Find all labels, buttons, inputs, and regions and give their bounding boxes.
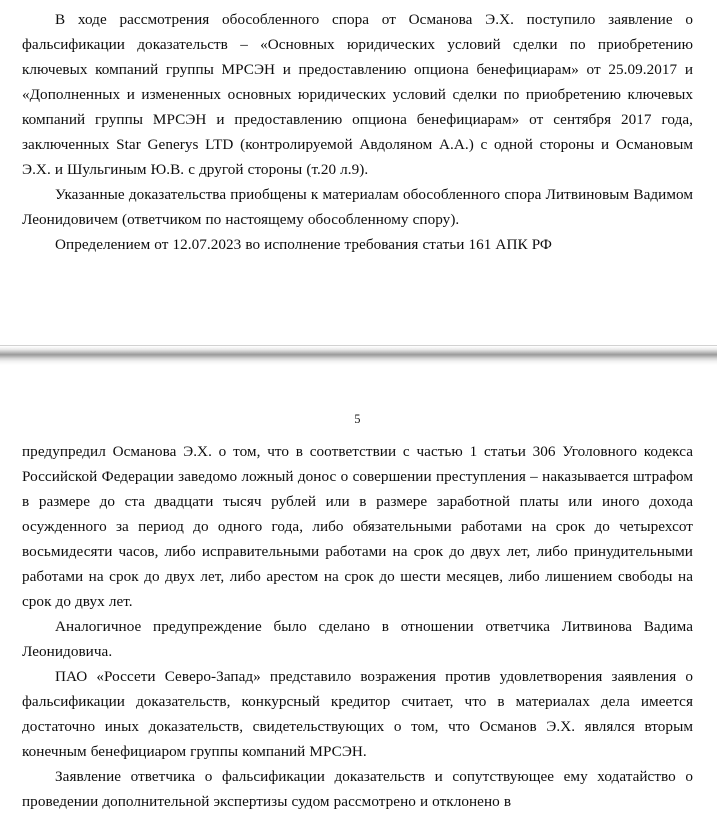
paragraph: ПАО «Россети Северо-Запад» представило возражения против удовлетворения заявления о фальсификации доказательств, конкурсный кредитор считает, что в материалах дела имеется достаточно иных доказательств, свидетельствующих о том, что Османов Э.Х. являлся вторым конечным бенефициаром группы компаний МРСЭН. bbox=[22, 668, 693, 760]
paragraph: В ходе рассмотрения обособленного спора от Османова Э.Х. поступило заявление о фальсификации доказательств – «Основных юридических условий сделки по приобретению ключевых компаний группы МРСЭН и предоставлению опциона бенефициарам» от 25.09.2017 и «Дополненных и измененных основных юридических условий сделки по приобретению ключевых компаний группы МРСЭН и предоставлению опциона бенефициарам» от сентября 2017 года, заключенных Star Generys LTD (контролируемой Авдоляном А.А.) с одной стороны и Османовым Э.Х. и Шульгиным Ю.В. с другой стороны (т.20 л.9). bbox=[22, 11, 693, 178]
paragraph: Заявление ответчика о фальсификации доказательств и сопутствующее ему ходатайство о проведении дополнительной экспертизы судом рассмотрено и отклонено в bbox=[22, 768, 693, 810]
page-fragment-top bbox=[0, 0, 717, 345]
page-number: 5 bbox=[354, 412, 361, 426]
page-break-separator bbox=[0, 345, 717, 365]
page-fragment-bottom bbox=[0, 365, 717, 810]
paragraph: Аналогичное предупреждение было сделано в отношении ответчика Литвинова Вадима Леонидовича. bbox=[22, 618, 693, 660]
paragraph: предупредил Османова Э.Х. о том, что в соответствии с частью 1 статьи 306 Уголовного кодекса Российской Федерации заведомо ложный донос о совершении преступления – наказывается штрафом в размере до ста двадцати тысяч рублей или в размере заработной платы или иного дохода осужденного за период до одного года, либо обязательными работами на срок до четырехсот восьмидесяти часов, либо исправительными работами на срок до двух лет, либо принудительными работами на срок до двух лет, либо арестом на срок до шести месяцев, либо лишением свободы на срок до двух лет. bbox=[22, 443, 693, 610]
paragraph: Определением от 12.07.2023 во исполнение требования статьи 161 АПК РФ bbox=[55, 236, 552, 253]
paragraph: Указанные доказательства приобщены к материалам обособленного спора Литвиновым Вадимом Леонидовичем (ответчиком по настоящему обособленному спору). bbox=[22, 186, 693, 228]
